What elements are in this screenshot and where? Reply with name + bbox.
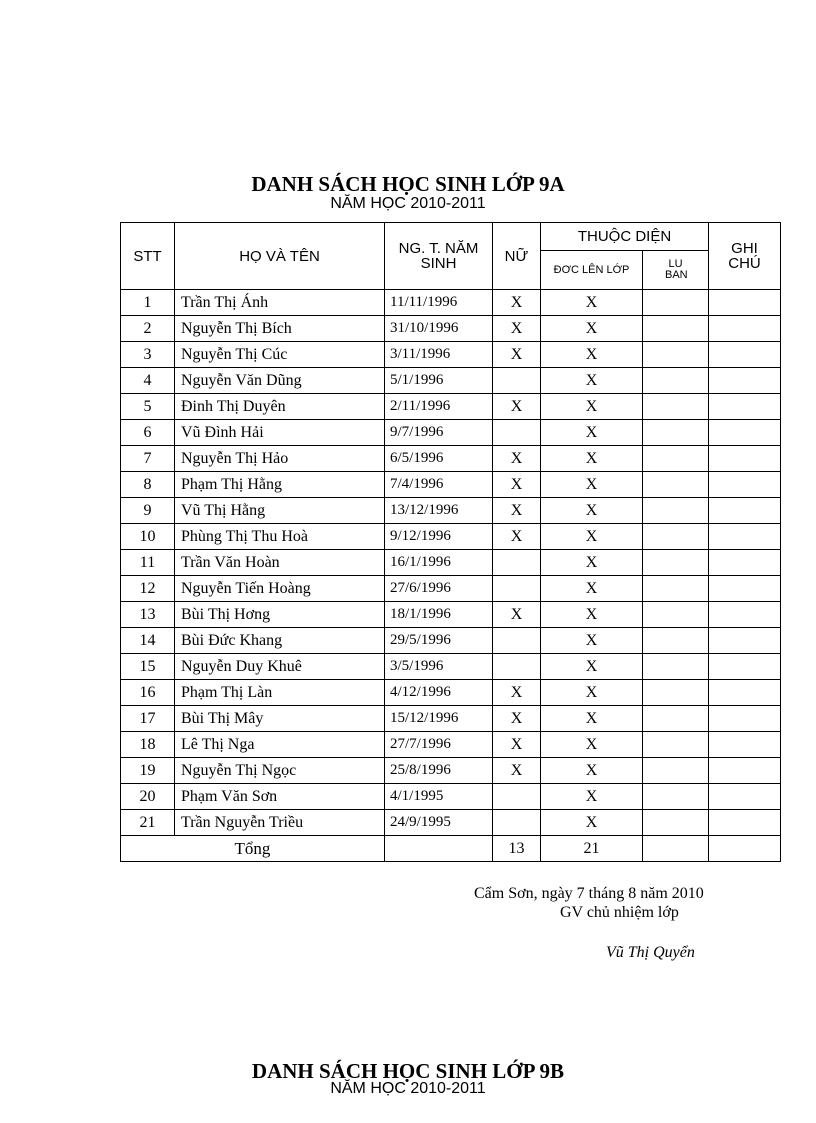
table-row <box>121 706 781 732</box>
cell-female: X <box>493 290 541 316</box>
cell-retained <box>643 550 709 576</box>
cell-promoted: X <box>541 602 643 628</box>
cell-stt: 5 <box>121 394 175 420</box>
cell-note <box>709 784 781 810</box>
cell-retained <box>643 446 709 472</box>
cell-name: Bùi Thị Mây <box>175 706 385 732</box>
cell-total-dob <box>385 836 493 862</box>
cell-total-retained <box>643 836 709 862</box>
cell-note <box>709 420 781 446</box>
header-retained: LU BAN <box>643 251 709 290</box>
cell-retained <box>643 784 709 810</box>
cell-stt: 15 <box>121 654 175 680</box>
cell-retained <box>643 732 709 758</box>
cell-dob: 18/1/1996 <box>385 602 493 628</box>
cell-stt: 20 <box>121 784 175 810</box>
table-row <box>121 550 781 576</box>
totals-row <box>121 836 781 862</box>
table-row <box>121 810 781 836</box>
table-row <box>121 602 781 628</box>
cell-note <box>709 394 781 420</box>
table-row <box>121 498 781 524</box>
header-stt: STT <box>121 223 175 290</box>
cell-promoted: X <box>541 446 643 472</box>
table-row <box>121 680 781 706</box>
cell-promoted: X <box>541 342 643 368</box>
cell-retained <box>643 290 709 316</box>
cell-promoted: X <box>541 316 643 342</box>
table-row <box>121 576 781 602</box>
cell-note <box>709 446 781 472</box>
cell-name: Trần Nguyễn Triều <box>175 810 385 836</box>
cell-dob: 3/5/1996 <box>385 654 493 680</box>
cell-stt: 9 <box>121 498 175 524</box>
cell-stt: 17 <box>121 706 175 732</box>
cell-name: Trần Văn Hoàn <box>175 550 385 576</box>
cell-female <box>493 576 541 602</box>
table-row <box>121 290 781 316</box>
cell-female: X <box>493 316 541 342</box>
table-row <box>121 732 781 758</box>
cell-dob: 6/5/1996 <box>385 446 493 472</box>
cell-dob: 9/12/1996 <box>385 524 493 550</box>
cell-retained <box>643 758 709 784</box>
cell-dob: 4/1/1995 <box>385 784 493 810</box>
cell-dob: 25/8/1996 <box>385 758 493 784</box>
cell-female <box>493 368 541 394</box>
cell-stt: 14 <box>121 628 175 654</box>
cell-female <box>493 420 541 446</box>
cell-note <box>709 602 781 628</box>
cell-female: X <box>493 394 541 420</box>
cell-promoted: X <box>541 576 643 602</box>
cell-stt: 18 <box>121 732 175 758</box>
cell-retained <box>643 810 709 836</box>
cell-note <box>709 316 781 342</box>
cell-stt: 10 <box>121 524 175 550</box>
cell-female <box>493 784 541 810</box>
cell-female <box>493 628 541 654</box>
page-title-9a: DANH SÁCH HỌC SINH LỚP 9A <box>251 172 565 196</box>
cell-female <box>493 810 541 836</box>
cell-dob: 13/12/1996 <box>385 498 493 524</box>
cell-female: X <box>493 524 541 550</box>
cell-retained <box>643 316 709 342</box>
cell-note <box>709 758 781 784</box>
cell-promoted: X <box>541 472 643 498</box>
cell-female: X <box>493 446 541 472</box>
cell-retained <box>643 680 709 706</box>
cell-promoted: X <box>541 810 643 836</box>
cell-female: X <box>493 680 541 706</box>
cell-retained <box>643 628 709 654</box>
total-promoted: 21 <box>541 836 643 862</box>
cell-stt: 8 <box>121 472 175 498</box>
cell-note <box>709 628 781 654</box>
cell-promoted: X <box>541 368 643 394</box>
cell-stt: 4 <box>121 368 175 394</box>
cell-retained <box>643 524 709 550</box>
header-category: THUỘC DIỆN <box>541 223 709 251</box>
cell-promoted: X <box>541 498 643 524</box>
cell-name: Nguyễn Thị Ngọc <box>175 758 385 784</box>
cell-retained <box>643 420 709 446</box>
cell-promoted: X <box>541 706 643 732</box>
cell-retained <box>643 498 709 524</box>
table-row <box>121 654 781 680</box>
cell-stt: 12 <box>121 576 175 602</box>
table-row <box>121 784 781 810</box>
cell-name: Phạm Văn Sơn <box>175 784 385 810</box>
cell-dob: 24/9/1995 <box>385 810 493 836</box>
cell-dob: 15/12/1996 <box>385 706 493 732</box>
cell-note <box>709 732 781 758</box>
header-note: GHI CHÚ <box>709 223 781 290</box>
cell-retained <box>643 368 709 394</box>
cell-dob: 4/12/1996 <box>385 680 493 706</box>
cell-female: X <box>493 498 541 524</box>
cell-dob: 5/1/1996 <box>385 368 493 394</box>
cell-retained <box>643 342 709 368</box>
school-year-9b: NĂM HỌC 2010-2011 <box>330 1080 486 1097</box>
cell-stt: 1 <box>121 290 175 316</box>
cell-dob: 27/7/1996 <box>385 732 493 758</box>
cell-dob: 27/6/1996 <box>385 576 493 602</box>
cell-stt: 3 <box>121 342 175 368</box>
cell-note <box>709 290 781 316</box>
cell-dob: 3/11/1996 <box>385 342 493 368</box>
cell-female: X <box>493 706 541 732</box>
cell-promoted: X <box>541 654 643 680</box>
cell-name: Phạm Thị Hằng <box>175 472 385 498</box>
table-row <box>121 316 781 342</box>
cell-name: Bùi Đức Khang <box>175 628 385 654</box>
cell-stt: 21 <box>121 810 175 836</box>
cell-name: Phạm Thị Làn <box>175 680 385 706</box>
cell-note <box>709 550 781 576</box>
cell-dob: 7/4/1996 <box>385 472 493 498</box>
cell-dob: 29/5/1996 <box>385 628 493 654</box>
total-female: 13 <box>493 836 541 862</box>
cell-dob: 11/11/1996 <box>385 290 493 316</box>
table-row <box>121 472 781 498</box>
table-row <box>121 394 781 420</box>
cell-retained <box>643 654 709 680</box>
cell-note <box>709 498 781 524</box>
table-row <box>121 420 781 446</box>
cell-promoted: X <box>541 290 643 316</box>
cell-name: Nguyễn Tiến Hoàng <box>175 576 385 602</box>
cell-retained <box>643 472 709 498</box>
cell-female: X <box>493 602 541 628</box>
cell-female <box>493 654 541 680</box>
cell-female: X <box>493 472 541 498</box>
cell-name: Nguyễn Thị Bích <box>175 316 385 342</box>
header-dob: NG. T. NĂM SINH <box>385 223 493 290</box>
school-year-9a: NĂM HỌC 2010-2011 <box>330 195 486 212</box>
cell-dob: 2/11/1996 <box>385 394 493 420</box>
cell-note <box>709 576 781 602</box>
teacher-signature: Vũ Thị Quyển <box>606 944 695 961</box>
cell-dob: 9/7/1996 <box>385 420 493 446</box>
teacher-role: GV chủ nhiệm lớp <box>560 904 679 921</box>
cell-name: Nguyễn Thị Cúc <box>175 342 385 368</box>
student-table <box>120 222 781 862</box>
cell-retained <box>643 394 709 420</box>
table-row <box>121 368 781 394</box>
cell-name: Nguyễn Văn Dũng <box>175 368 385 394</box>
table-row <box>121 446 781 472</box>
cell-name: Vũ Thị Hằng <box>175 498 385 524</box>
cell-female: X <box>493 342 541 368</box>
header-promoted: ĐƠC LÊN LỚP <box>541 251 643 290</box>
cell-promoted: X <box>541 394 643 420</box>
total-label: Tổng <box>121 836 385 862</box>
cell-note <box>709 654 781 680</box>
cell-stt: 16 <box>121 680 175 706</box>
cell-name: Phùng Thị Thu Hoà <box>175 524 385 550</box>
cell-note <box>709 472 781 498</box>
cell-retained <box>643 576 709 602</box>
cell-stt: 13 <box>121 602 175 628</box>
cell-name: Nguyễn Duy Khuê <box>175 654 385 680</box>
student-rows <box>121 290 781 862</box>
table-row <box>121 342 781 368</box>
table-row <box>121 524 781 550</box>
cell-retained <box>643 706 709 732</box>
cell-note <box>709 368 781 394</box>
cell-note <box>709 342 781 368</box>
cell-note <box>709 706 781 732</box>
cell-name: Đinh Thị Duyên <box>175 394 385 420</box>
cell-name: Nguyễn Thị Hảo <box>175 446 385 472</box>
cell-name: Bùi Thị Hơng <box>175 602 385 628</box>
place-date: Cẩm Sơn, ngày 7 tháng 8 năm 2010 <box>474 885 704 902</box>
cell-retained <box>643 602 709 628</box>
cell-note <box>709 810 781 836</box>
cell-promoted: X <box>541 420 643 446</box>
table-row <box>121 758 781 784</box>
cell-female: X <box>493 732 541 758</box>
header-name: HỌ VÀ TÊN <box>175 223 385 290</box>
table-row <box>121 628 781 654</box>
cell-stt: 6 <box>121 420 175 446</box>
cell-stt: 2 <box>121 316 175 342</box>
page-title-9b: DANH SÁCH HỌC SINH LỚP 9B <box>251 1059 565 1083</box>
cell-promoted: X <box>541 550 643 576</box>
cell-female: X <box>493 758 541 784</box>
cell-name: Lê Thị Nga <box>175 732 385 758</box>
cell-promoted: X <box>541 784 643 810</box>
cell-promoted: X <box>541 680 643 706</box>
cell-stt: 11 <box>121 550 175 576</box>
cell-note <box>709 680 781 706</box>
cell-dob: 16/1/1996 <box>385 550 493 576</box>
cell-note <box>709 524 781 550</box>
cell-name: Trần Thị Ánh <box>175 290 385 316</box>
header-female: NỮ <box>493 223 541 290</box>
cell-promoted: X <box>541 758 643 784</box>
cell-stt: 7 <box>121 446 175 472</box>
cell-total-note <box>709 836 781 862</box>
cell-promoted: X <box>541 732 643 758</box>
cell-female <box>493 550 541 576</box>
cell-promoted: X <box>541 524 643 550</box>
cell-promoted: X <box>541 628 643 654</box>
cell-stt: 19 <box>121 758 175 784</box>
cell-dob: 31/10/1996 <box>385 316 493 342</box>
cell-name: Vũ Đình Hải <box>175 420 385 446</box>
